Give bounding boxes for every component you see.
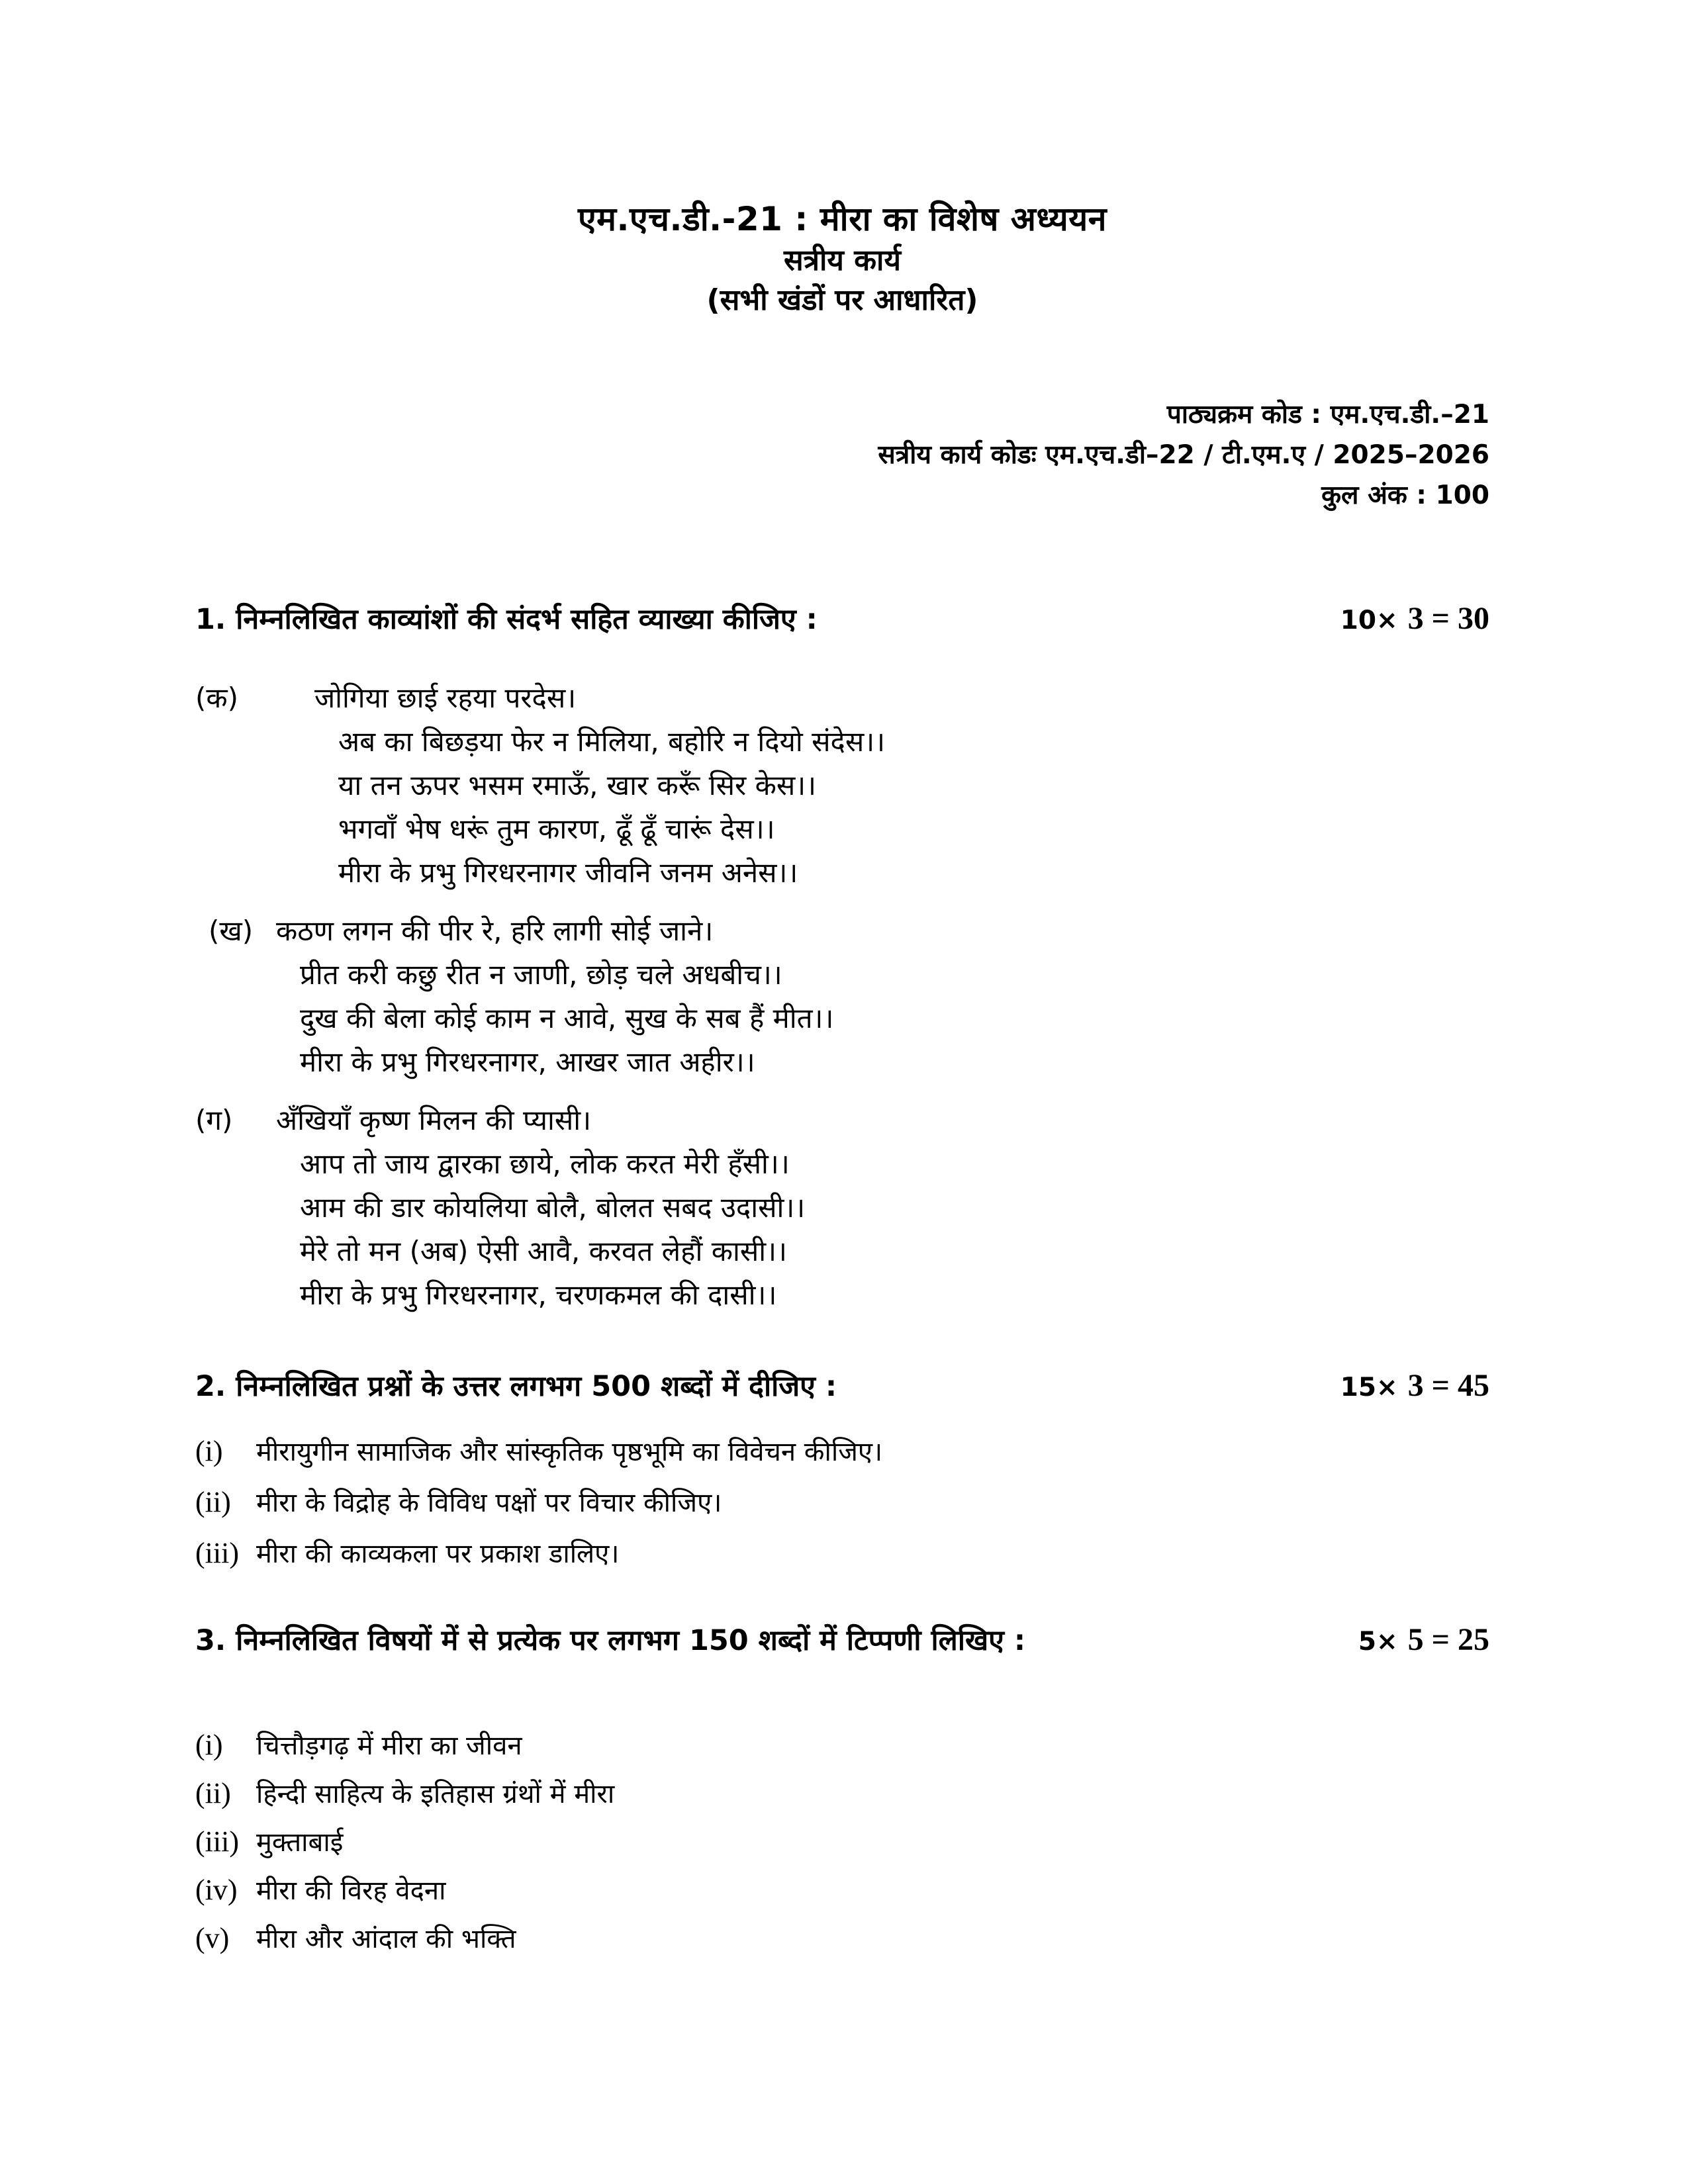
question-1-text: 1. निम्नलिखित काव्यांशों की संदर्भ सहित व्याख्या कीजिए : — [195, 603, 818, 636]
verse-line: अँखियाँ कृष्ण मिलन की प्यासी। — [276, 1104, 592, 1136]
assignment-scope: (सभी खंडों पर आधारित) — [706, 283, 978, 317]
list-item — [195, 1770, 1489, 1818]
item-label: (i) — [195, 1435, 223, 1467]
verse-line: प्रीत करी कछु रीत न जाणी, छोड़ चले अधबीच।। — [300, 958, 782, 991]
verse-line: मीरा के प्रभु गिरधरनागर, चरणकमल की दासी।। — [300, 1279, 777, 1311]
list-item — [195, 1426, 1489, 1477]
question-3 — [195, 1621, 1489, 1963]
question-3-items — [195, 1721, 1489, 1963]
item-text: चित्तौड़गढ़ में मीरा का जीवन — [256, 1731, 522, 1761]
question-2-heading — [195, 1367, 1489, 1406]
verse-line: मीरा के प्रभु गिरधरनागर जीवनि जनम अनेस।। — [338, 856, 798, 889]
question-2-marks-equation: 3 = 45 — [1407, 1368, 1489, 1403]
item-text: मीरा और आंदाल की भक्ति — [256, 1924, 516, 1954]
document-header — [195, 197, 1489, 320]
item-text: मीरा के विद्रोह के विविध पक्षों पर विचार कीजिए। — [256, 1488, 722, 1518]
question-3-heading — [195, 1621, 1489, 1661]
verse-part-ga-lines — [267, 1099, 805, 1317]
item-text: मीरा की काव्यकला पर प्रकाश डालिए। — [256, 1539, 620, 1569]
verse-line: आम की डार कोयलिया बोलै, बोलत सबद उदासी।। — [300, 1191, 806, 1224]
item-label: (i) — [195, 1729, 223, 1761]
question-1-marks — [1340, 600, 1489, 639]
verse-line: भगवाँ भेष धरूं तुम कारण, ढूँ ढूँ चारूं देस।। — [338, 813, 775, 845]
item-text: मुक्ताबाई — [256, 1827, 344, 1858]
assignment-meta — [195, 394, 1489, 516]
verse-line: आप तो जाय द्वारका छाये, लोक करत मेरी हँसी।। — [300, 1148, 790, 1180]
question-3-marks-equation: 5 = 25 — [1407, 1622, 1489, 1657]
assignment-code: सत्रीय कार्य कोडः एम.एच.डी–22 / टी.एम.ए / 2025–2026 — [878, 440, 1489, 470]
question-2-text: 2. निम्नलिखित प्रश्नों के उत्तर लगभग 500 शब्दों में दीजिए : — [195, 1370, 837, 1403]
verse-part-ga-label: (ग) — [195, 1104, 233, 1136]
verse-line: मेरे तो मन (अब) ऐसी आवै, करवत लेहौं कासी।। — [300, 1235, 787, 1267]
assignment-type-title: सत्रीय कार्य — [784, 244, 901, 277]
question-2 — [195, 1367, 1489, 1579]
verse-line: अब का बिछड़या फेर न मिलिया, बहोरि न दियो संदेस।। — [338, 725, 886, 758]
item-label: (ii) — [195, 1777, 231, 1809]
question-1 — [195, 600, 1489, 1317]
list-item — [195, 1528, 1489, 1579]
question-2-items — [195, 1426, 1489, 1579]
verse-line: मीरा के प्रभु गिरधरनागर, आखर जात अहीर।। — [300, 1046, 755, 1078]
list-item — [195, 1866, 1489, 1915]
verse-line: कठण लगन की पीर रे, हरि लागी सोई जाने। — [276, 915, 714, 947]
total-marks: कुल अंक : 100 — [1321, 480, 1489, 510]
question-3-marks-multiplier: 5× — [1358, 1627, 1398, 1657]
question-1-heading — [195, 600, 1489, 639]
question-3-marks — [1358, 1621, 1489, 1661]
verse-part-kha-lines — [267, 909, 833, 1084]
question-1-marks-equation: 3 = 30 — [1407, 601, 1489, 636]
item-text: मीरायुगीन सामाजिक और सांस्कृतिक पृष्ठभूमि का विवेचन कीजिए। — [256, 1437, 883, 1467]
verse-line: दुख की बेला कोई काम न आवे, सुख के सब हैं मीत।। — [300, 1002, 834, 1034]
verse-part-kha — [195, 909, 1489, 1084]
question-3-text: 3. निम्नलिखित विषयों में से प्रत्येक पर लगभग 150 शब्दों में टिप्पणी लिखिए : — [195, 1624, 1026, 1657]
verse-part-ka — [195, 676, 1489, 895]
list-item — [195, 1915, 1489, 1963]
verse-part-kha-label: (ख) — [209, 915, 254, 947]
course-title: एम.एच.डी.-21 : मीरा का विशेष अध्ययन — [578, 200, 1107, 238]
course-code: पाठ्यक्रम कोड : एम.एच.डी.–21 — [1166, 400, 1489, 430]
item-text: मीरा की विरह वेदना — [256, 1876, 446, 1906]
list-item — [195, 1818, 1489, 1866]
question-2-marks-multiplier: 15× — [1340, 1373, 1398, 1402]
verse-line: जोगिया छाई रहया परदेस। — [314, 682, 577, 714]
item-label: (ii) — [195, 1486, 231, 1518]
question-2-marks — [1340, 1367, 1489, 1406]
item-label: (iii) — [195, 1537, 239, 1569]
verse-line: या तन ऊपर भसम रमाऊँ, खार करूँ सिर केस।। — [338, 769, 817, 801]
verse-part-ka-lines — [267, 676, 885, 895]
list-item — [195, 1477, 1489, 1528]
item-label: (iv) — [195, 1874, 238, 1906]
list-item — [195, 1721, 1489, 1770]
item-label: (v) — [195, 1922, 230, 1954]
item-text: हिन्दी साहित्य के इतिहास ग्रंथों में मीरा — [256, 1779, 615, 1809]
question-1-marks-multiplier: 10× — [1340, 606, 1398, 635]
verse-part-ka-label: (क) — [195, 682, 239, 714]
item-label: (iii) — [195, 1825, 239, 1858]
verse-part-ga — [195, 1099, 1489, 1317]
